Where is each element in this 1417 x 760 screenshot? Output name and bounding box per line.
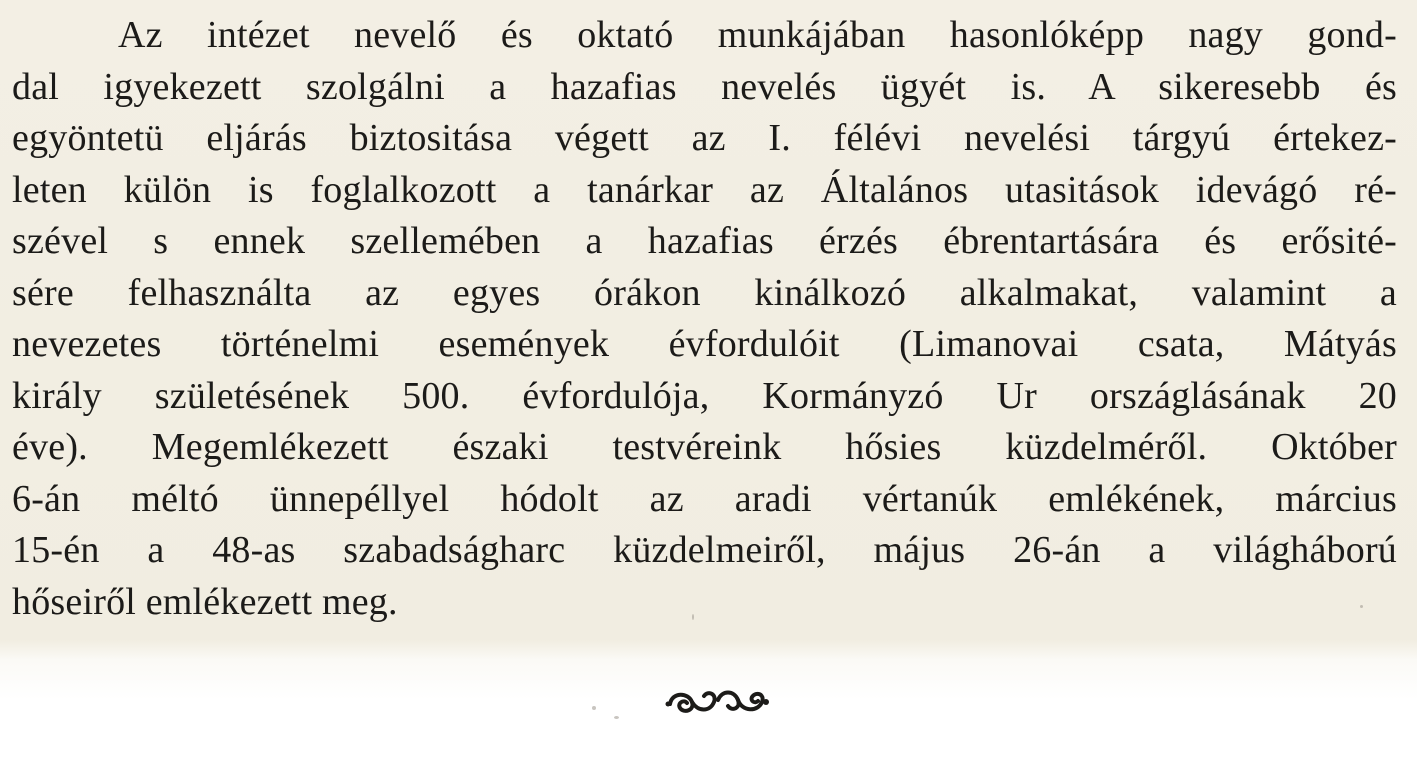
scroll-ornament-icon	[662, 682, 774, 722]
paragraph-line-11: 15-én a 48-as szabadságharc küzdelmeiről, május 26-án a világháború	[12, 529, 1397, 571]
paragraph-line-9: éve). Megemlékezett északi testvéreink hősies küzdelméről. Október	[12, 426, 1397, 468]
paper-speck	[1360, 605, 1363, 608]
paragraph-line-7: nevezetes történelmi események évfordulóit (Limanovai csata, Mátyás	[12, 323, 1397, 365]
paragraph-line-2: dal igyekezett szolgálni a hazafias nevelés ügyét is. A sikeresebb és	[12, 65, 1397, 108]
paper-speck	[592, 706, 596, 710]
paragraph-line-8: király születésének 500. évfordulója, Kormányzó Ur országlásának 20	[12, 374, 1397, 417]
paragraph-line-1: Az intézet nevelő és oktató munkájában hasonlóképp nagy gond-	[118, 14, 1397, 56]
paragraph-line-12: hőseiről emlékezett meg.	[12, 580, 398, 623]
paper-speck	[614, 716, 619, 719]
paragraph-line-3: egyöntetü eljárás biztositása végett az I. félévi nevelési tárgyú értekez-	[12, 117, 1397, 159]
paragraph-line-10: 6-án méltó ünnepéllyel hódolt az aradi vértanúk emlékének, március	[12, 477, 1397, 520]
paragraph-line-6: sére felhasználta az egyes órákon kinálkozó alkalmakat, valamint a	[12, 271, 1397, 314]
paragraph-line-5: szével s ennek szellemében a hazafias érzés ébrentartására és erősité-	[12, 220, 1397, 262]
paragraph	[12, 10, 1397, 628]
paper-speck	[692, 614, 694, 620]
paragraph-line-4: leten külön is foglalkozott a tanárkar az Általános utasitások idevágó ré-	[12, 168, 1397, 211]
